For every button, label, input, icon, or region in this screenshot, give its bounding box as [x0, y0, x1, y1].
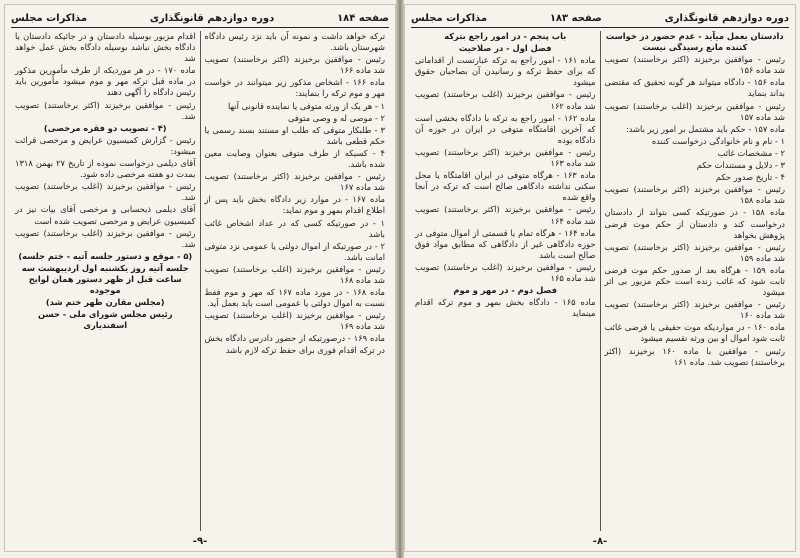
paragraph: ماده ۱۷۰ - در هر موردیکه از طرف مأمورین مذکور در ماده قبل ترکه مهر و موم میشود مأمورین باید رئیس دادگاه را آگهی دهند [15, 65, 196, 98]
right-page-columns [411, 31, 789, 531]
paragraph: ماده ۱۶۳ - هرگاه متوفی در ایران اقامتگاه یا محل سکنی نداشته دادگاهی صالح است که ترکه در آنجا واقع شده [415, 170, 596, 203]
paragraph: ماده ۱۶۴ - هرگاه تمام یا قسمتی از اموال متوفی در حوزه دادگاهی غیر از دادگاهی که مطابق مواد فوق صالح است باشد [415, 227, 596, 260]
paragraph: رئیس - موافقین برخیزند (اغلب برخاستند) تصویب شد ماده ۱۶۸ [204, 263, 385, 285]
paragraph: ۳ - طلبکار متوفی که طلب او مستند بسند رسمی یا حکم قطعی باشد [204, 124, 385, 146]
paragraph: رئیس - موافقین برخیزند (اغلب برخاستند) تصویب شد ماده ۱۶۹ [204, 310, 385, 332]
right-page-column-left [411, 31, 600, 531]
paragraph: ماده ۱۵۸ - در صورتیکه کسی بتواند از دادستان درخواست کند و دادستان از حکم موت فرضی پژوهش بخواهد [604, 207, 785, 240]
paragraph: آقای دیلمی ذیحسابی و مرخصی آقای بیات نیز در کمیسیون عرایض و مرخصی تصویب شده است [15, 204, 196, 226]
paragraph: ماده ۱۶۸ - در مورد ماده ۱۶۷ که مهر و موم فقط نسبت به اموال دولتی یا عمومی است باید بعمل آید. [204, 287, 385, 309]
paragraph: ۱ - هر یک از ورثه متوفی یا نماینده قانونی آنها [228, 100, 385, 111]
chapter-heading: باب پنجم - در امور راجع بترکه [444, 31, 567, 41]
section-heading: (۵ - موقع و دستور جلسه آتیه - ختم جلسه) [18, 250, 193, 261]
right-page-volume: دوره دوازدهم قانونگذاری [664, 12, 789, 24]
column-divider [200, 31, 201, 531]
section-heading: (۴ - تصویب دو فقره مرخصی) [43, 122, 167, 133]
section-heading: فصل اول - در صلاحیت [458, 43, 552, 54]
paragraph: ماده ۱۵۷ - حکم باید مشتمل بر امور زیر باشد: [625, 123, 785, 134]
right-page-header [411, 9, 789, 28]
paragraph: ۱ - در صورتیکه کسی که در عداد اشخاص غائب باشد [204, 217, 385, 239]
paragraph: رئیس - موافقین برخیزند (اغلب برخاستند) تصویب شد ماده ۱۵۷ [604, 100, 785, 122]
left-page-volume: دوره دوازدهم قانونگذاری [149, 12, 275, 24]
book-gutter [396, 0, 404, 558]
paragraph: رئیس - موافقین برخیزند (اکثر برخاستند) تصویب شد ماده ۱۵۸ [604, 184, 785, 206]
paragraph: ۲ - مشخصات غائب [717, 147, 785, 158]
right-page-section: مذاکرات مجلس [411, 12, 488, 24]
paragraph: ماده ۱۵۹ - هرگاه بعد از صدور حکم موت فرضی ثابت شود که غائب زنده است حکم مزبور بی اثر میشود [604, 264, 785, 298]
paragraph: آقای دیلمی درخواست نموده از تاریخ ۲۷ بهمن ۱۳۱۸ بمدت دو هفته مرخصی داده شود. [15, 158, 196, 180]
paragraph: ماده ۱۶۷ - در موارد زیر دادگاه بخش باید پس از اطلاع اقدام بمهر و موم نماید: [204, 194, 385, 216]
paragraph: ۴ - تاریخ صدور حکم [715, 172, 785, 183]
paragraph: رئیس - موافقین برخیزند (اکثر برخاستند) تصویب شد ماده ۱۶۷ [204, 171, 385, 193]
paragraph: ماده ۱۶۲ - امور راجع به ترکه با دادگاه بخشی است که آخرین اقامتگاه متوفی در ایران در حوزه آن دادگاه بوده [415, 112, 596, 145]
paragraph: دادستان بعمل میآید - عدم حضور در خواست کننده مانع رسیدگی نیست [605, 31, 784, 53]
paragraph: رئیس - موافقین برخیزند (اکثر برخاستند) تصویب شد ماده ۱۶۳ [415, 146, 596, 169]
next-session-notice: جلسه آتیه روز یکشنبه اول اردیبهشت سه ساعت قبل از ظهر دستور همان لوایح موجوده [21, 262, 189, 296]
right-page-number: صفحه ۱۸۳ [549, 12, 602, 24]
paragraph: رئیس - موافقین برخیزند (اکثر برخاستند) تصویب شد ماده ۱۵۹ [604, 241, 785, 263]
paragraph: ۴ - کسیکه از طرف متوفی بعنوان وصایت معین شده باشد. [204, 147, 385, 170]
right-page-footer: -۸- [592, 536, 608, 547]
left-page-section: مذاکرات مجلس [11, 12, 88, 24]
paragraph: ماده ۱۶۰ - در مواردیکه موت حقیقی یا فرضی غائب ثابت شود اموال او بین ورثه تقسیم میشود [604, 322, 785, 344]
left-page-column-right [201, 31, 390, 531]
left-page-columns [11, 31, 389, 531]
paragraph: ماده ۱۶۶ - اشخاص مذکور زیر میتوانند در خواست مهر و موم ترکه را بنمایند: [204, 77, 386, 99]
left-page-column-left [11, 31, 200, 531]
paragraph: ۲ - در صورتیکه از اموال دولتی یا عمومی نزد متوفی امانت باشد. [204, 240, 385, 262]
session-end-note: (مجلس مقارن ظهر ختم شد) [45, 297, 165, 308]
paragraph: رئیس - موافقین با ماده ۱۶۰ برخیزند (اکثر برخاستند) تصویب شد. ماده ۱۶۱ [604, 345, 785, 367]
paragraph: ۳ - دلایل و مستندات حکم [696, 160, 785, 171]
paragraph: ماده ۱۶۱ - امور راجع به ترکه عبارتست از اقداماتی که برای حفظ ترکه و رسانیدن آن بصاحبان حقوق میشود [415, 55, 596, 88]
paragraph: رئیس - موافقین برخیزند (اکثر برخاستند) تصویب شد ماده ۱۶۴ [415, 204, 596, 226]
paragraph: رئیس - موافقین برخیزند (اغلب برخاستند) تصویب شد. [15, 227, 196, 249]
paragraph: رئیس - موافقین برخیزند (اغلب برخاستند) تصویب شد. [15, 181, 196, 203]
section-heading: فصل دوم - در مهر و موم [453, 285, 558, 296]
paragraph: رئیس - موافقین برخیزند (اغلب برخاستند) تصویب شد ماده ۱۶۵ [415, 261, 596, 283]
paragraph: رئیس - موافقین برخیزند (اکثر برخاستند) تصویب شد ماده ۱۶۰ [604, 299, 785, 321]
paragraph: ۲ - موصی له و وصی متوفی [287, 112, 385, 123]
paragraph: ماده ۱۶۹ - درصورتیکه از حضور دادرس دادگاه بخش در ترکه اقدام فوری برای حفظ ترکه لازم باشد [204, 333, 385, 355]
paragraph: ماده ۱۶۵ - دادگاه بخش بمهر و موم ترکه اقدام مینماید [415, 297, 596, 319]
left-page [4, 4, 396, 552]
right-page-column-right [601, 31, 790, 531]
paragraph: ماده ۱۵۶ - دادگاه میتواند هر گونه تحقیق که مقتضی بداند بنماید [604, 77, 785, 99]
paragraph: رئیس - موافقین برخیزند (اکثر برخاستند) تصویب شد. [15, 99, 196, 121]
paragraph: اقدام مزبور بوسیله دادستان و در جائیکه دادستان یا دادگاه بخش نباشد بوسیله دادگاه بخش عمل خواهد شد [15, 31, 196, 64]
paragraph: ترکه خواهد داشت و نمونه آن باید نزد رئیس دادگاه شهرستان باشد. [204, 31, 385, 53]
left-page-number: صفحه ۱۸۴ [337, 12, 389, 24]
paragraph: رئیس - موافقین برخیزند (اغلب برخاستند) تصویب شد ماده ۱۶۲ [415, 89, 596, 111]
column-divider [600, 31, 601, 531]
right-page [404, 4, 796, 552]
paragraph: رئیس - گزارش کمیسیون عرایض و مرخصی قرائت میشود: [15, 134, 196, 156]
left-page-header [11, 9, 389, 28]
paragraph: ۱ - نام و نام خانوادگی درخواست کننده [651, 135, 785, 146]
paragraph: رئیس - موافقین برخیزند (اکثر برخاستند) تصویب شد ماده ۱۶۶ [204, 54, 385, 76]
paragraph: رئیس - موافقین برخیزند (اکثر برخاستند) تصویب شد ماده ۱۵۶ [604, 54, 785, 76]
left-page-footer: -۹- [192, 536, 208, 547]
speaker-signature: رئیس مجلس شورای ملی - حسن اسفندیاری [37, 309, 173, 331]
